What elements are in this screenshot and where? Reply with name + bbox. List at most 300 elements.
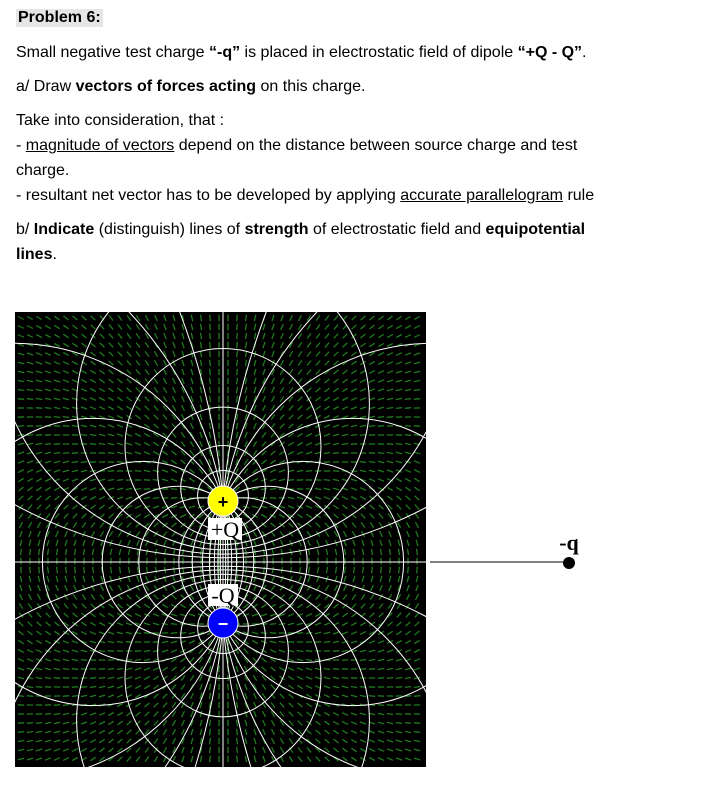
field-arrow: [73, 594, 77, 599]
field-arrow: [396, 631, 401, 635]
field-arrow: [415, 631, 420, 635]
field-arrow: [270, 460, 275, 463]
field-arrow: [164, 342, 167, 348]
field-arrow: [378, 325, 383, 329]
field-arrow: [254, 747, 256, 753]
field-arrow: [252, 478, 258, 481]
field-arrow: [406, 505, 410, 510]
field-arrow: [126, 668, 132, 669]
field-arrow: [18, 749, 24, 750]
field-arrow: [135, 677, 141, 679]
field-arrow: [191, 387, 193, 393]
field-arrow: [36, 380, 42, 382]
field-arrow: [19, 496, 24, 500]
field-arrow: [28, 622, 33, 626]
field-arrow: [108, 686, 114, 688]
field-arrow: [351, 641, 357, 643]
field-arrow: [37, 613, 41, 618]
field-arrow: [298, 406, 303, 410]
positive-charge-symbol: +: [217, 492, 229, 512]
field-arrow: [378, 389, 384, 391]
field-arrow: [136, 342, 140, 347]
field-arrow: [289, 415, 294, 419]
field-arrow: [108, 669, 114, 670]
field-arrow: [279, 515, 285, 518]
intro-pre: Small negative test charge: [16, 44, 209, 61]
field-arrow: [191, 423, 194, 429]
field-arrow: [18, 326, 24, 329]
field-arrow: [262, 684, 266, 689]
field-arrow: [136, 595, 140, 600]
field-arrow: [360, 380, 366, 383]
field-arrow: [263, 405, 266, 411]
field-arrow: [144, 685, 149, 688]
field-arrow: [342, 407, 348, 410]
field-arrow: [90, 425, 96, 427]
field-arrow: [369, 361, 375, 364]
field-arrow: [387, 334, 393, 337]
field-arrow: [378, 362, 384, 365]
field-arrow: [270, 624, 276, 625]
field-arrow: [191, 756, 193, 762]
field-arrow: [351, 622, 357, 625]
field-arrow: [290, 324, 293, 330]
field-arrow: [306, 443, 312, 446]
field-arrow: [397, 514, 401, 519]
field-arrow: [145, 721, 149, 726]
field-arrow: [289, 595, 294, 599]
field-arrow: [245, 441, 248, 447]
field-arrow: [29, 594, 32, 600]
field-arrow: [72, 669, 78, 670]
field-arrow: [63, 398, 69, 400]
field-arrow: [91, 604, 96, 609]
field-arrow: [289, 756, 292, 761]
field-arrow: [90, 389, 96, 392]
field-arrow: [351, 632, 357, 635]
field-arrow: [210, 387, 211, 393]
field-arrow: [333, 379, 338, 383]
field-arrow: [360, 462, 366, 463]
field-arrow: [27, 732, 33, 733]
field-arrow: [118, 315, 122, 320]
field-arrow: [236, 423, 237, 429]
field-arrow: [387, 678, 393, 679]
field-arrow: [316, 397, 321, 401]
field-arrow: [83, 549, 84, 555]
field-arrow: [36, 353, 42, 355]
field-arrow: [370, 514, 374, 519]
field-arrow: [36, 316, 42, 319]
field-arrow: [81, 398, 87, 400]
field-arrow: [54, 325, 59, 328]
field-arrow: [315, 614, 321, 617]
field-arrow: [308, 576, 310, 582]
field-arrow: [306, 668, 312, 670]
field-arrow: [254, 333, 255, 339]
field-arrow: [99, 379, 104, 383]
field-arrow: [56, 576, 58, 582]
field-arrow: [360, 713, 366, 715]
field-arrow: [289, 721, 293, 726]
field-arrow: [414, 677, 420, 678]
field-arrow: [46, 613, 50, 618]
field-arrow: [369, 453, 375, 454]
field-arrow: [316, 388, 321, 392]
field-arrow: [415, 513, 419, 518]
field-arrow: [63, 389, 69, 391]
field-arrow: [405, 631, 410, 635]
field-arrow: [272, 576, 275, 582]
field-arrow: [415, 603, 419, 608]
field-arrow: [90, 407, 96, 409]
field-arrow: [45, 631, 50, 635]
field-arrow: [298, 730, 302, 735]
field-arrow: [136, 370, 140, 375]
field-arrow: [289, 424, 294, 428]
field-arrow: [163, 532, 167, 537]
field-arrow: [363, 567, 364, 573]
field-arrow: [153, 650, 159, 652]
field-arrow: [263, 360, 265, 366]
field-arrow: [173, 549, 175, 555]
field-arrow: [126, 712, 131, 716]
field-arrow: [405, 380, 411, 382]
field-arrow: [117, 416, 123, 419]
field-arrow: [271, 702, 275, 707]
field-arrow: [54, 749, 60, 751]
field-arrow: [271, 676, 276, 680]
field-arrow: [414, 650, 420, 653]
field-arrow: [54, 444, 60, 445]
field-arrow: [236, 684, 237, 690]
field-arrow: [414, 390, 420, 391]
field-arrow: [127, 361, 131, 366]
field-arrow: [108, 677, 114, 678]
field-arrow: [396, 371, 402, 373]
field-arrow: [378, 722, 384, 724]
field-arrow: [315, 632, 321, 633]
field-arrow: [288, 623, 294, 624]
field-arrow: [72, 470, 78, 472]
field-arrow: [82, 334, 87, 338]
field-arrow: [307, 757, 311, 762]
field-arrow: [90, 678, 96, 679]
field-arrow: [252, 488, 258, 490]
field-arrow: [298, 748, 302, 753]
field-arrow: [390, 567, 391, 573]
field-arrow: [254, 378, 256, 384]
field-arrow: [45, 452, 51, 453]
field-arrow: [333, 488, 339, 490]
field-arrow: [200, 387, 201, 393]
field-arrow: [306, 434, 312, 437]
field-arrow: [396, 479, 402, 482]
field-arrow: [100, 595, 104, 600]
field-arrow: [199, 649, 203, 654]
field-arrow: [360, 740, 366, 743]
field-arrow: [378, 371, 384, 374]
field-arrow: [387, 487, 392, 490]
field-arrow: [45, 749, 51, 751]
field-arrow: [289, 703, 294, 707]
field-arrow: [352, 343, 357, 347]
field-arrow: [254, 729, 256, 735]
field-arrow: [397, 613, 401, 618]
intro-line: [16, 44, 587, 62]
field-arrow: [162, 624, 168, 625]
field-arrow: [99, 497, 105, 500]
field-arrow: [262, 595, 267, 599]
field-arrow: [191, 711, 193, 717]
field-arrow: [325, 325, 329, 330]
field-arrow: [108, 613, 113, 616]
field-arrow: [63, 659, 69, 660]
field-arrow: [289, 406, 293, 411]
field-arrow: [387, 380, 393, 382]
field-arrow: [288, 497, 294, 498]
field-arrow: [325, 361, 330, 365]
field-arrow: [333, 739, 338, 743]
field-arrow: [342, 748, 347, 752]
field-arrow: [254, 405, 256, 411]
field-arrow: [99, 713, 105, 716]
field-arrow: [182, 756, 184, 762]
field-arrow: [72, 740, 78, 743]
field-arrow: [127, 324, 131, 329]
field-arrow: [378, 669, 384, 670]
field-arrow: [333, 397, 339, 400]
field-arrow: [200, 729, 201, 735]
field-arrow: [18, 696, 24, 697]
field-arrow: [30, 567, 31, 573]
field-arrow: [237, 378, 238, 384]
field-arrow: [381, 549, 382, 555]
field-arrow: [39, 549, 40, 555]
field-arrow: [18, 390, 24, 391]
part-b-bold1: Indicate: [33, 221, 95, 238]
field-arrow: [20, 576, 21, 582]
field-arrow: [99, 370, 104, 374]
field-arrow: [199, 459, 202, 464]
field-arrow: [270, 650, 276, 653]
field-arrow: [135, 659, 141, 660]
dipole-field-diagram: [15, 312, 426, 767]
field-arrow: [36, 640, 42, 643]
field-arrow: [396, 398, 402, 399]
field-arrow: [414, 399, 420, 400]
field-arrow: [237, 333, 238, 339]
field-arrow: [280, 712, 284, 717]
field-arrow: [288, 506, 294, 508]
field-arrow: [307, 352, 311, 357]
field-arrow: [405, 668, 411, 670]
field-arrow: [163, 378, 166, 384]
field-arrow: [360, 389, 366, 392]
field-arrow: [270, 489, 276, 490]
field-arrow: [369, 669, 375, 670]
field-arrow: [127, 757, 131, 762]
field-arrow: [36, 452, 42, 454]
field-arrow: [81, 722, 87, 724]
field-arrow: [18, 452, 24, 454]
field-arrow: [371, 576, 373, 582]
field-arrow: [414, 487, 419, 491]
field-arrow: [361, 325, 366, 329]
field-arrow: [210, 315, 211, 321]
field-arrow: [315, 695, 321, 698]
field-arrow: [45, 758, 51, 760]
field-arrow: [191, 540, 193, 546]
negative-charge-label: -Q: [211, 583, 235, 608]
field-arrow: [352, 523, 356, 528]
field-arrow: [369, 426, 375, 427]
field-arrow: [108, 632, 114, 634]
field-arrow: [360, 731, 366, 734]
field-arrow: [297, 651, 303, 652]
field-arrow: [342, 678, 348, 679]
field-arrow: [38, 594, 41, 600]
field-arrow: [145, 748, 149, 753]
field-arrow: [127, 388, 132, 392]
field-arrow: [173, 576, 176, 582]
field-arrow: [334, 334, 338, 339]
field-arrow: [90, 622, 96, 625]
field-arrow: [370, 316, 375, 320]
field-arrow: [415, 522, 418, 528]
field-arrow: [191, 369, 193, 375]
field-arrow: [298, 756, 302, 761]
field-arrow: [72, 749, 78, 752]
field-arrow: [164, 333, 167, 339]
field-arrow: [135, 703, 140, 707]
field-arrow: [351, 425, 357, 427]
field-arrow: [117, 480, 123, 481]
field-arrow: [109, 352, 114, 356]
field-arrow: [108, 407, 114, 410]
field-arrow: [246, 315, 247, 321]
field-arrow: [18, 677, 24, 679]
field-arrow: [45, 487, 50, 490]
field-arrow: [100, 343, 105, 347]
field-arrow: [153, 623, 159, 624]
field-arrow: [307, 361, 311, 366]
field-arrow: [272, 315, 274, 321]
field-arrow: [263, 756, 265, 762]
field-arrow: [335, 549, 336, 555]
field-arrow: [387, 325, 392, 328]
field-arrow: [108, 397, 113, 400]
field-arrow: [90, 505, 95, 509]
field-arrow: [324, 462, 330, 463]
field-arrow: [290, 333, 293, 339]
field-arrow: [351, 361, 356, 365]
field-arrow: [36, 362, 42, 364]
field-arrow: [343, 523, 347, 528]
field-arrow: [352, 531, 355, 537]
field-arrow: [237, 342, 238, 348]
field-arrow: [279, 498, 285, 499]
field-arrow: [91, 523, 95, 528]
field-arrow: [63, 669, 69, 670]
field-arrow: [414, 478, 419, 481]
field-arrow: [182, 729, 185, 735]
field-arrow: [54, 487, 60, 490]
field-arrow: [344, 549, 345, 555]
field-arrow: [405, 353, 411, 355]
field-arrow: [74, 585, 77, 591]
part-b-line: [16, 221, 585, 239]
field-arrow: [72, 650, 78, 652]
field-arrow: [173, 387, 176, 393]
field-arrow: [378, 461, 384, 462]
field-arrow: [414, 668, 420, 670]
field-arrow: [153, 470, 159, 472]
field-arrow: [18, 478, 23, 481]
field-arrow: [190, 658, 194, 663]
field-arrow: [108, 480, 114, 481]
field-arrow: [407, 585, 409, 591]
field-arrow: [182, 549, 183, 555]
field-arrow: [72, 343, 77, 347]
field-arrow: [117, 642, 123, 643]
field-arrow: [109, 585, 112, 591]
field-arrow: [91, 325, 96, 329]
field-arrow: [128, 540, 131, 546]
field-arrow: [45, 335, 51, 338]
field-arrow: [54, 389, 60, 391]
field-arrow: [405, 731, 411, 732]
field-arrow: [117, 462, 123, 463]
field-arrow: [279, 667, 284, 670]
field-arrow: [360, 660, 366, 661]
field-arrow: [47, 585, 49, 591]
field-arrow: [127, 739, 132, 743]
field-arrow: [127, 315, 131, 320]
field-arrow: [90, 748, 95, 751]
field-arrow: [163, 720, 167, 725]
field-arrow: [36, 677, 42, 678]
field-arrow: [315, 623, 321, 625]
field-arrow: [261, 604, 266, 607]
field-arrow: [117, 712, 123, 715]
field-arrow: [315, 660, 321, 661]
field-arrow: [135, 452, 141, 454]
field-arrow: [27, 380, 33, 381]
field-arrow: [164, 540, 167, 546]
field-arrow: [173, 342, 175, 348]
field-arrow: [262, 460, 267, 464]
field-arrow: [73, 613, 78, 617]
part-b-mid1: (distinguish) lines of: [94, 221, 245, 238]
field-arrow: [333, 425, 339, 427]
field-arrow: [36, 443, 42, 444]
field-arrow: [145, 406, 150, 410]
field-arrow: [396, 444, 402, 445]
field-arrow: [153, 676, 158, 679]
field-arrow: [396, 353, 402, 356]
field-arrow: [90, 379, 96, 382]
field-arrow: [54, 650, 60, 652]
field-arrow: [325, 343, 329, 348]
field-arrow: [54, 371, 60, 373]
field-arrow: [378, 407, 384, 408]
field-arrow: [117, 721, 122, 725]
field-arrow: [298, 370, 302, 375]
field-arrow: [37, 622, 42, 626]
field-arrow: [387, 461, 393, 463]
field-arrow: [306, 514, 311, 518]
